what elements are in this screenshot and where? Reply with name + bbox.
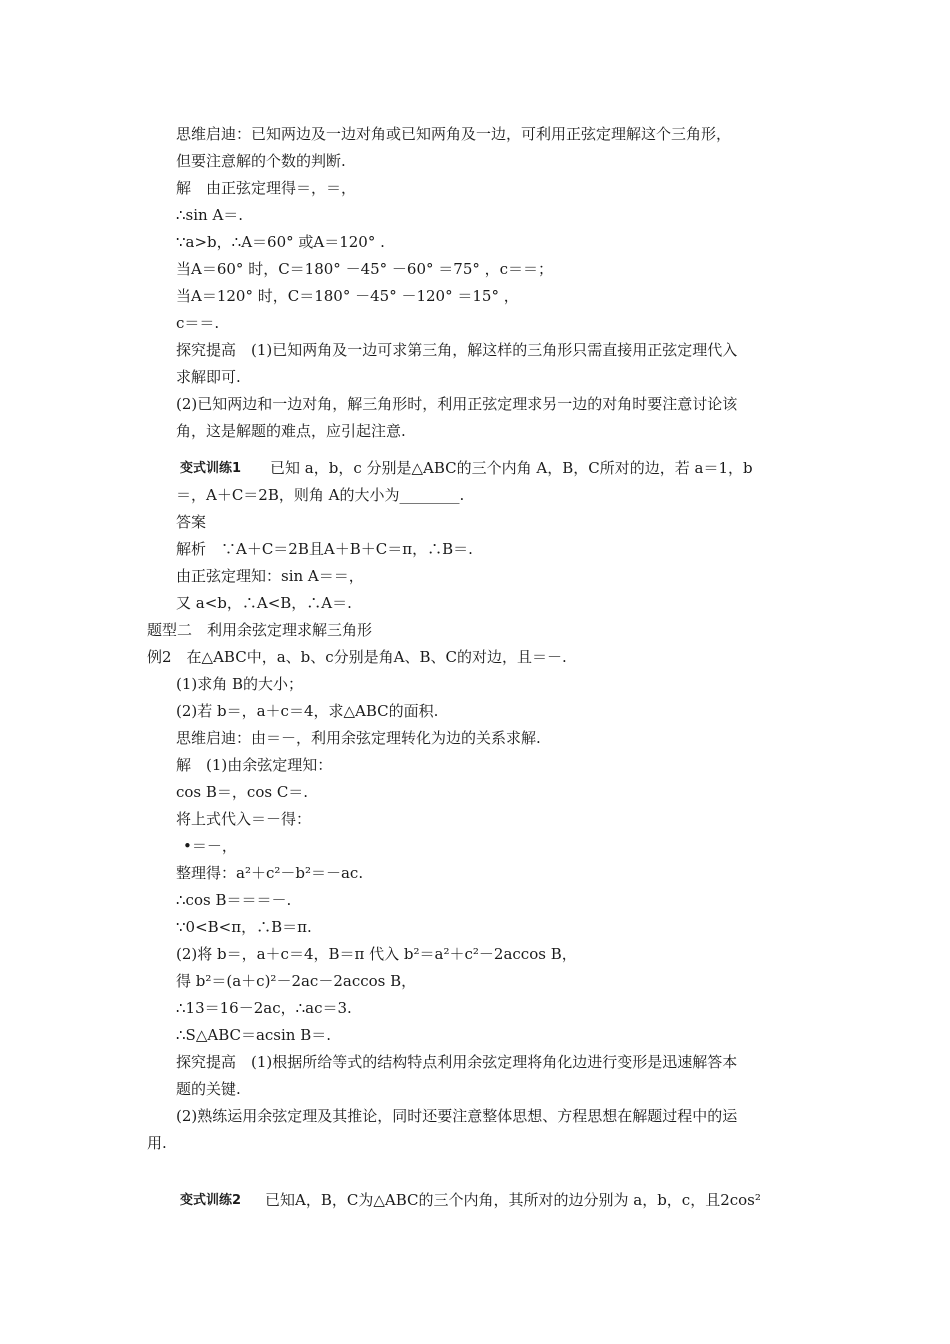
text-line: (1)求角 B的大小；: [176, 675, 304, 693]
text-line: 思维启迪：已知两边及一边对角或已知两角及一边，可利用正弦定理解这个三角形，: [176, 125, 732, 143]
text-line: ∴cos B＝＝＝－.: [176, 891, 292, 909]
text-line: 已知A，B，C为△ABC的三个内角，其所对的边分别为 a，b，c，且2cos²: [265, 1191, 761, 1209]
text-line: 探究提高 (1)已知两角及一边可求第三角，解这样的三角形只需直接用正弦定理代入: [176, 341, 738, 359]
text-line: 将上式代入＝－得：: [176, 810, 312, 828]
text-line: 又 a<b，∴A<B，∴A＝.: [176, 594, 352, 612]
text-line: cos B＝，cos C＝.: [176, 783, 309, 801]
section-heading: 题型二 利用余弦定理求解三角形: [147, 621, 373, 639]
text-line: c＝＝.: [176, 314, 220, 332]
text-line: 思维启迪：由＝－，利用余弦定理转化为边的关系求解.: [176, 729, 541, 747]
text-line: 答案: [176, 513, 207, 531]
text-line: (2)将 b＝，a＋c＝4，B＝π 代入 b²＝a²＋c²－2accos B，: [176, 945, 577, 963]
text-line: ∴sin A＝.: [176, 206, 244, 224]
text-line: 探究提高 (1)根据所给等式的结构特点利用余弦定理将角化边进行变形是迅速解答本: [176, 1053, 738, 1071]
text-line: ∴S△ABC＝acsin B＝.: [176, 1026, 332, 1044]
text-line: ∵a>b，∴A＝60° 或A＝120° .: [176, 233, 385, 251]
text-line: 解析 ∵A＋C＝2B且A＋B＋C＝π，∴B＝.: [176, 540, 473, 558]
text-line: 整理得：a²＋c²－b²＝－ac.: [176, 864, 364, 882]
text-line: (2)若 b＝，a＋c＝4，求△ABC的面积.: [176, 702, 439, 720]
text-line: (2)熟练运用余弦定理及其推论，同时还要注意整体思想、方程思想在解题过程中的运: [176, 1107, 738, 1125]
text-line: 当A＝60° 时，C＝180° －45° －60° ＝75° ，c＝＝；: [176, 260, 554, 278]
text-line: 已知 a，b，c 分别是△ABC的三个内角 A，B，C所对的边，若 a＝1，b: [270, 459, 753, 477]
exercise-label: 变式训练1: [180, 461, 242, 476]
text-line: 题的关键.: [176, 1080, 241, 1098]
text-line: 得 b²＝(a＋c)²－2ac－2accos B，: [176, 972, 417, 990]
text-line: ∴13＝16－2ac，∴ac＝3.: [176, 999, 352, 1017]
text-line: 用.: [147, 1134, 167, 1152]
text-line: ∵0<B<π，∴B＝π.: [176, 918, 312, 936]
text-line: 但要注意解的个数的判断.: [176, 152, 346, 170]
text-line: 求解即可.: [176, 368, 241, 386]
text-line: 角，这是解题的难点，应引起注意.: [176, 422, 406, 440]
exercise-label: 变式训练2: [180, 1193, 242, 1208]
text-line: 解 由正弦定理得＝，＝，: [176, 179, 357, 197]
text-line: 解 (1)由余弦定理知：: [176, 756, 333, 774]
text-line: ＝，A＋C＝2B，则角 A的大小为________.: [176, 486, 465, 504]
text-line: •＝－，: [183, 837, 237, 855]
text-line: (2)已知两边和一边对角，解三角形时，利用正弦定理求另一边的对角时要注意讨论该: [176, 395, 738, 413]
text-line: 当A＝120° 时，C＝180° －45° －120° ＝15° ，: [176, 287, 519, 305]
text-line: 由正弦定理知：sin A＝＝，: [176, 567, 364, 585]
text-line: 例2 在△ABC中，a、b、c分别是角A、B、C的对边，且＝－.: [147, 648, 567, 666]
